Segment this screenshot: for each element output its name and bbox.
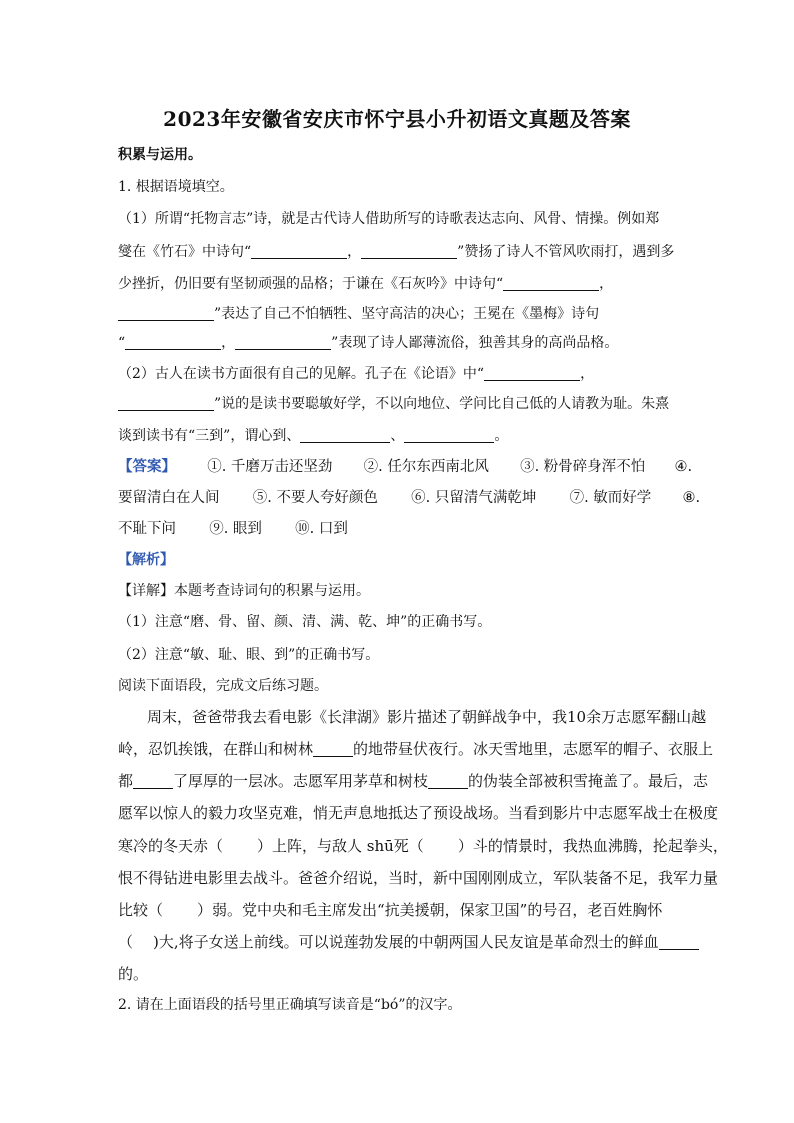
passage-line-9: 的。 — [118, 965, 149, 983]
q1-part2-line3 — [118, 426, 678, 446]
answer-blank[interactable] — [503, 276, 599, 291]
question-2-stem: 2. 请在上面语段的括号里正确填写读音是“bó”的汉字。 — [118, 997, 462, 1013]
text: ）弱。党中央和毛主席发出“抗美援朝，保家卫国”的号召，老百姓胸怀 — [197, 901, 663, 919]
answer-blank[interactable] — [300, 428, 390, 443]
text: ）上阵，与敌人 shū死（ — [257, 837, 424, 855]
q1-part1-line1 — [118, 209, 678, 229]
passage-line-3 — [118, 770, 709, 792]
analysis-note-2: （2）注意“敏、耻、眼、到”的正确书写。 — [118, 647, 380, 663]
text: ， — [347, 244, 362, 260]
text: ”赞扬了诗人不管风吹雨打，遇到多 — [457, 244, 675, 260]
text: ”说的是读书要聪敏好学，不以向地位、学问比自己低的人请教为耻。朱熹 — [214, 396, 670, 412]
text: （2）古人在读书方面很有自己的见解。孔子在《论语》中“ — [118, 366, 485, 382]
answer-item: 要留清白在人间 — [118, 490, 220, 506]
text: 的伪装全部被积雪掩盖了。最后，志 — [468, 772, 709, 790]
passage-line-8 — [118, 931, 678, 953]
answer-item: ⑧. — [682, 490, 701, 506]
answer-item: ③. 粉骨碎身浑不怕 — [520, 459, 646, 475]
text: ， — [580, 366, 595, 382]
text: ”表现了诗人鄙薄流俗，独善其身的高尚品格。 — [331, 335, 619, 351]
passage-line-1: 周末，爸爸带我去看电影《长津湖》影片描述了朝鲜战争中，我10余万志愿军翻山越 — [147, 708, 707, 726]
text: ， — [599, 276, 614, 292]
answer-item: ⑦. 敏而好学 — [569, 490, 652, 506]
text: ）斗的情景时，我热血沸腾，抡起拳头， — [457, 837, 728, 855]
answer-line2 — [118, 488, 701, 508]
analysis-detail: 【详解】本题考查诗词句的积累与运用。 — [118, 583, 370, 599]
answer-line3 — [118, 519, 678, 539]
answer-line1 — [118, 457, 693, 477]
answer-item: ⑨. 眼到 — [209, 521, 262, 537]
text: 少挫折，仍旧要有坚韧顽强的品格；于谦在《石灰吟》中诗句“ — [118, 276, 504, 292]
answer-blank[interactable] — [235, 335, 331, 350]
answer-blank[interactable] — [659, 935, 699, 950]
section-heading: 积累与运用。 — [118, 147, 202, 163]
answer-label: 【答案】 — [118, 458, 176, 475]
text: 都 — [118, 772, 134, 790]
q1-part2-line2 — [118, 394, 678, 414]
answer-blank[interactable] — [361, 244, 457, 259]
text: （1）所谓“托物言志”诗，就是古代诗人借助所写的诗歌表达志向、风骨、情操。例如郑 — [118, 211, 660, 227]
passage-line-7 — [118, 899, 678, 921]
text: 了厚厚的一层冰。志愿军用茅草和树枝 — [173, 772, 429, 790]
text: 。 — [494, 428, 509, 444]
text: （ — [118, 933, 134, 951]
answer-item: ⑥. 只留清气满乾坤 — [411, 490, 537, 506]
answer-item: 不耻下问 — [118, 521, 176, 537]
answer-blank[interactable] — [118, 306, 214, 321]
text: 比较（ — [118, 901, 164, 919]
answer-blank[interactable] — [404, 428, 494, 443]
passage-line-5 — [118, 835, 728, 857]
analysis-label: 【解析】 — [118, 552, 174, 568]
answer-item: ②. 任尔东西南北风 — [363, 459, 489, 475]
answer-blank[interactable] — [484, 366, 580, 381]
text: ”表达了自己不怕牺牲、坚守高洁的决心；王冕在《墨梅》诗句 — [214, 306, 600, 322]
answer-blank[interactable] — [118, 396, 214, 411]
reading-intro: 阅读下面语段，完成文后练习题。 — [118, 678, 328, 694]
text: “ — [118, 335, 126, 351]
q1-part1-line3 — [118, 274, 678, 294]
answer-blank[interactable] — [125, 335, 221, 350]
q1-part1-line5 — [118, 333, 678, 353]
question-1-stem: 1. 根据语境填空。 — [118, 179, 234, 195]
answer-item: ⑤. 不要人夸好颜色 — [252, 490, 378, 506]
q1-part1-line4 — [118, 304, 678, 324]
answer-blank[interactable] — [133, 774, 173, 789]
answer-item: ④. — [674, 459, 693, 475]
text: 的地带昼伏夜行。冰天雪地里，志愿军的帽子、衣服上 — [353, 740, 714, 758]
text: )大,将子女送上前线。可以说莲勃发展的中朝两国人民友谊是革命烈士的鲜血 — [153, 933, 659, 951]
page-title: 2023年安徽省安庆市怀宁县小升初语文真题及答案 — [163, 107, 631, 131]
answer-blank[interactable] — [428, 774, 468, 789]
text: 岭，忍饥挨饿，在群山和树林 — [118, 740, 314, 758]
answer-blank[interactable] — [251, 244, 347, 259]
passage-line-2 — [118, 738, 714, 760]
text: 燮在《竹石》中诗句“ — [118, 244, 252, 260]
passage-line-6: 恨不得钻进电影里去战斗。爸爸介绍说，当时，新中国刚刚成立，军队装备不足，我军力量 — [118, 869, 719, 887]
analysis-note-1: （1）注意“磨、骨、留、颜、清、满、乾、坤”的正确书写。 — [118, 614, 492, 630]
text: ， — [221, 335, 236, 351]
q1-part1-line2 — [118, 242, 678, 262]
passage-line-4: 愿军以惊人的毅力攻坚克难，悄无声息地抵达了预设战场。当看到影片中志愿军战士在极度 — [118, 804, 719, 822]
answer-blank[interactable] — [313, 742, 353, 757]
answer-item: ①. 千磨万击还坚劲 — [207, 459, 333, 475]
text: 谈到读书有“三到”，谓心到、 — [118, 428, 301, 444]
text: 、 — [390, 428, 405, 444]
text: 寒冷的冬天赤（ — [118, 837, 224, 855]
answer-item: ⑩. 口到 — [295, 521, 348, 537]
q1-part2-line1 — [118, 364, 678, 384]
